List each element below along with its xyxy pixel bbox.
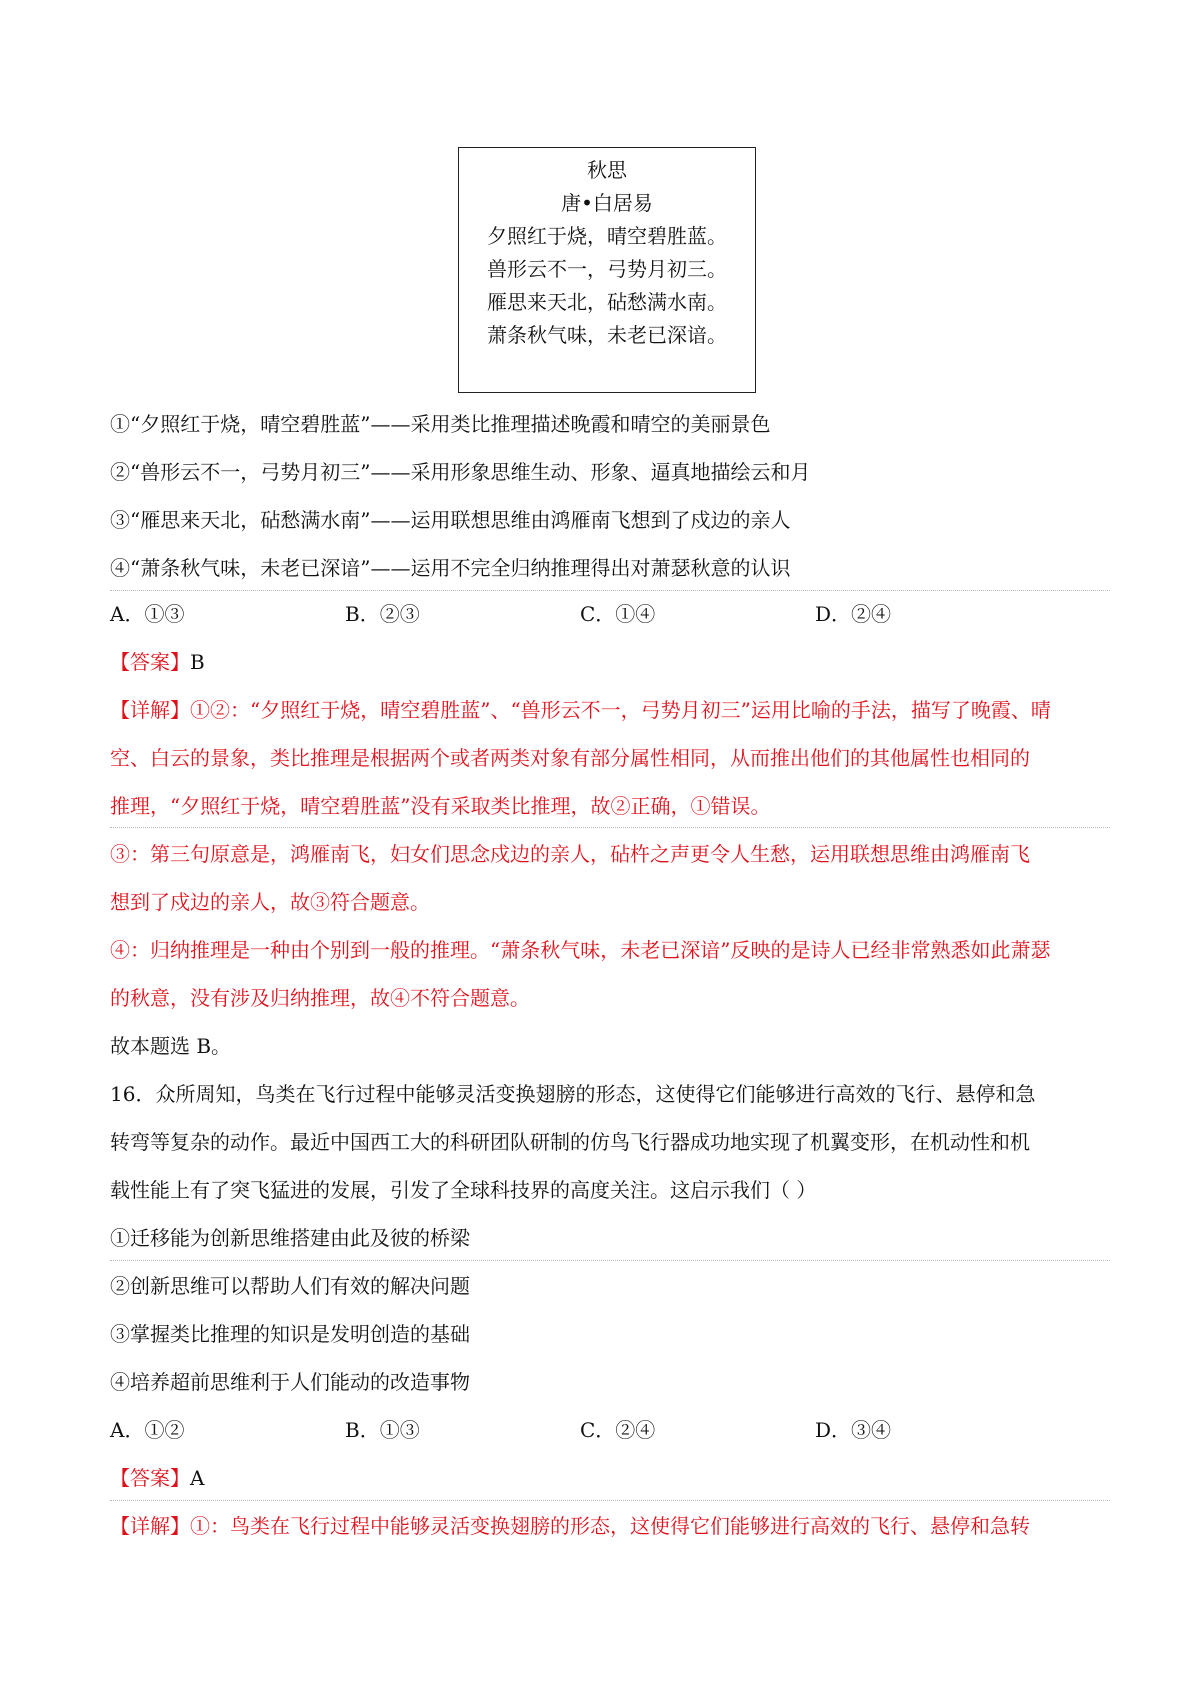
answer-value: B bbox=[190, 650, 205, 674]
q15-answer bbox=[110, 648, 1110, 676]
poem-box bbox=[458, 147, 756, 393]
answer-label: 【答案】 bbox=[110, 650, 190, 674]
q15-detail-line: 空、白云的景象，类比推理是根据两个或者两类对象有部分属性相同，从而推出他们的其他属性也相同的 bbox=[110, 746, 1030, 770]
poem-title: 秋思 bbox=[587, 158, 627, 182]
q16-statement-3: ③掌握类比推理的知识是发明创造的基础 bbox=[110, 1322, 470, 1346]
q16-stem-line: 转弯等复杂的动作。最近中国西工大的科研团队研制的仿鸟飞行器成功地实现了机翼变形，在机动性和机 bbox=[110, 1130, 1030, 1154]
poem-author: 唐•白居易 bbox=[561, 191, 653, 215]
poem-line: 夕照红于烧，晴空碧胜蓝。 bbox=[487, 224, 727, 248]
q15-options bbox=[110, 600, 1110, 628]
poem-line: 雁思来天北，砧愁满水南。 bbox=[487, 290, 727, 314]
q15-detail-line: ③：第三句原意是，鸿雁南飞，妇女们思念戍边的亲人，砧杵之声更令人生愁，运用联想思维由鸿雁南飞 bbox=[110, 842, 1030, 866]
separator bbox=[110, 1500, 1110, 1501]
poem-line: 兽形云不一，弓势月初三。 bbox=[487, 257, 727, 281]
detail-text: ①②：“夕照红于烧，晴空碧胜蓝”、“兽形云不一，弓势月初三”运用比喻的手法，描写了晚霞、晴 bbox=[190, 698, 1051, 722]
q15-statement-3: ③“雁思来天北，砧愁满水南”——运用联想思维由鸿雁南飞想到了戍边的亲人 bbox=[110, 508, 791, 532]
separator bbox=[110, 590, 1110, 591]
option-b: B．①③ bbox=[345, 1418, 420, 1442]
q15-detail-line: 推理，“夕照红于烧，晴空碧胜蓝”没有采取类比推理，故②正确，①错误。 bbox=[110, 794, 771, 818]
q15-statement-4: ④“萧条秋气味，未老已深谙”——运用不完全归纳推理得出对萧瑟秋意的认识 bbox=[110, 556, 791, 580]
q16-statement-1: ①迁移能为创新思维搭建由此及彼的桥梁 bbox=[110, 1226, 470, 1250]
answer-label: 【答案】 bbox=[110, 1466, 190, 1490]
option-a: A．①③ bbox=[110, 602, 185, 626]
q15-detail-line: ④：归纳推理是一种由个别到一般的推理。“萧条秋气味，未老已深谙”反映的是诗人已经非常熟悉如此萧瑟 bbox=[110, 938, 1051, 962]
detail-text: ①：鸟类在飞行过程中能够灵活变换翅膀的形态，这使得它们能够进行高效的飞行、悬停和急转 bbox=[190, 1514, 1030, 1538]
separator bbox=[110, 1260, 1110, 1261]
option-d: D．②④ bbox=[815, 602, 892, 626]
detail-label: 【详解】 bbox=[110, 698, 190, 722]
q16-statement-4: ④培养超前思维利于人们能动的改造事物 bbox=[110, 1370, 470, 1394]
answer-value: A bbox=[190, 1466, 205, 1490]
q16-options bbox=[110, 1416, 1110, 1444]
option-b: B．②③ bbox=[345, 602, 420, 626]
q15-statement-2: ②“兽形云不一，弓势月初三”——采用形象思维生动、形象、逼真地描绘云和月 bbox=[110, 460, 811, 484]
option-d: D．③④ bbox=[815, 1418, 892, 1442]
poem-line: 萧条秋气味，未老已深谙。 bbox=[487, 323, 727, 347]
detail-label: 【详解】 bbox=[110, 1514, 190, 1538]
q15-conclusion: 故本题选 B。 bbox=[110, 1034, 232, 1058]
separator bbox=[110, 827, 1110, 828]
q16-stem-line: 16．众所周知，鸟类在飞行过程中能够灵活变换翅膀的形态，这使得它们能够进行高效的飞行、悬停和急 bbox=[110, 1082, 1036, 1106]
q16-stem-line: 载性能上有了突飞猛进的发展，引发了全球科技界的高度关注。这启示我们（ ） bbox=[110, 1178, 817, 1202]
q15-statement-1: ①“夕照红于烧，晴空碧胜蓝”——采用类比推理描述晚霞和晴空的美丽景色 bbox=[110, 412, 771, 436]
q16-answer bbox=[110, 1464, 1110, 1492]
q15-detail-line: 的秋意，没有涉及归纳推理，故④不符合题意。 bbox=[110, 986, 530, 1010]
q16-statement-2: ②创新思维可以帮助人们有效的解决问题 bbox=[110, 1274, 470, 1298]
option-c: C．①④ bbox=[580, 602, 656, 626]
q15-detail-line bbox=[110, 696, 1110, 724]
q15-detail-line: 想到了戍边的亲人，故③符合题意。 bbox=[110, 890, 430, 914]
option-a: A．①② bbox=[110, 1418, 185, 1442]
q16-detail-line bbox=[110, 1512, 1110, 1540]
option-c: C．②④ bbox=[580, 1418, 656, 1442]
